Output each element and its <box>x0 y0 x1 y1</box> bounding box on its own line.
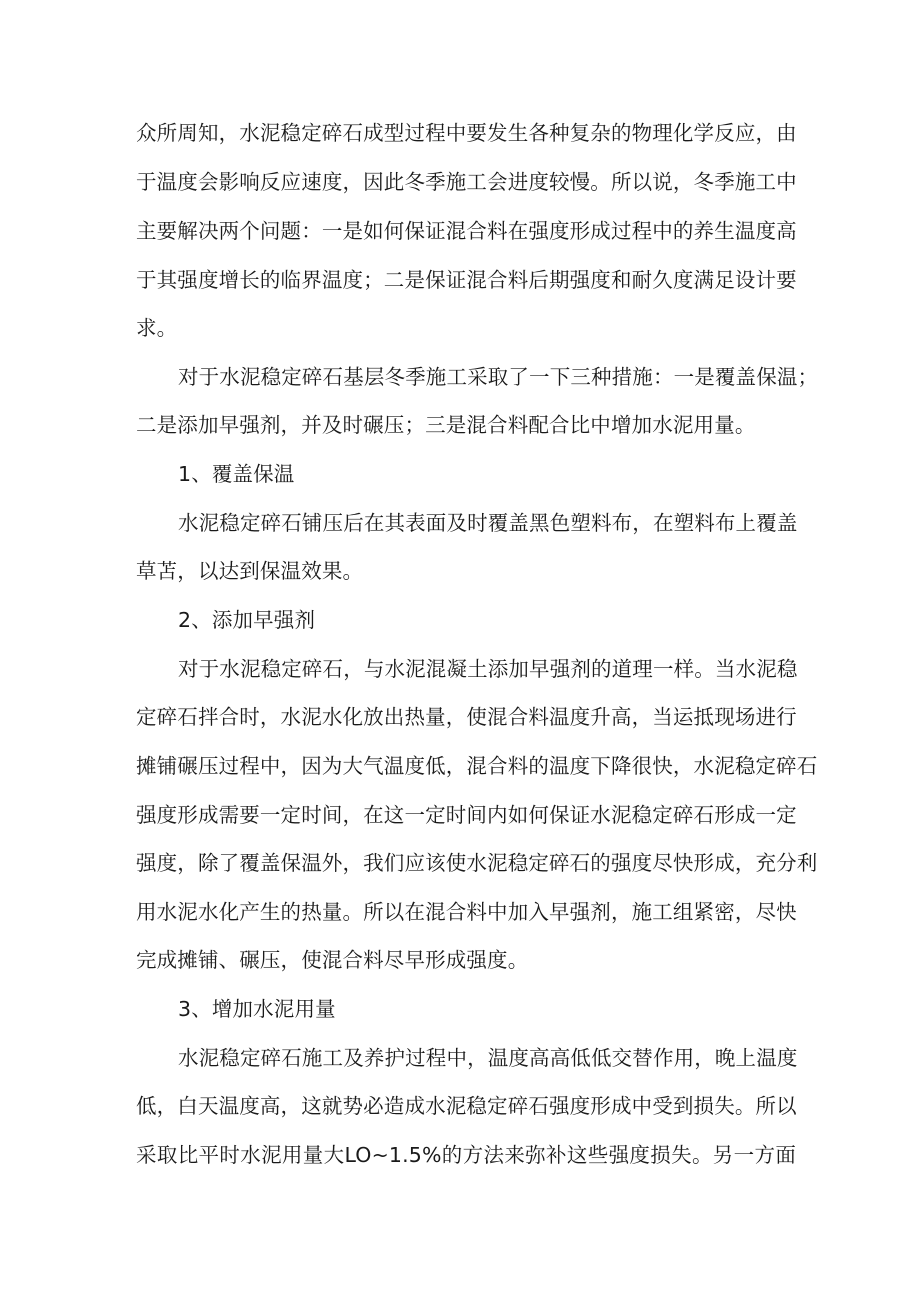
paragraph-intro-line-3: 主要解决两个问题：一是如何保证混合料在强度形成过程中的养生温度高 <box>136 219 797 243</box>
paragraph-intro-line-4: 于其强度增长的临界温度；二是保证混合料后期强度和耐久度满足设计要 <box>136 268 797 292</box>
paragraph-intro-line-2: 于温度会影响反应速度，因此冬季施工会进度较慢。所以说，冬季施工中 <box>136 170 797 194</box>
section-heading-cement-dosage: 3、增加水泥用量 <box>178 997 336 1021</box>
paragraph-early-strength-line-6: 用水泥水化产生的热量。所以在混合料中加入早强剂，施工组紧密，尽快 <box>136 900 797 924</box>
paragraph-cement-line-2: 低，白天温度高，这就势必造成水泥稳定碎石强度形成中受到损失。所以 <box>136 1094 797 1118</box>
paragraph-cement-line-1: 水泥稳定碎石施工及养护过程中，温度高高低低交替作用，晚上温度 <box>178 1046 798 1070</box>
paragraph-early-strength-line-4: 强度形成需要一定时间，在这一定时间内如何保证水泥稳定碎石形成一定 <box>136 803 797 827</box>
paragraph-early-strength-line-3: 摊铺碾压过程中，因为大气温度低，混合料的温度下降很快，水泥稳定碎石 <box>136 754 818 778</box>
paragraph-intro-line-1: 众所周知，水泥稳定碎石成型过程中要发生各种复杂的物理化学反应，由 <box>136 121 797 145</box>
paragraph-cement-line-3: 采取比平时水泥用量大LO~1.5%的方法来弥补这些强度损失。另一方面 <box>136 1143 796 1167</box>
paragraph-early-strength-line-5: 强度，除了覆盖保温外，我们应该使水泥稳定碎石的强度尽快形成，充分利 <box>136 851 818 875</box>
paragraph-cover-line-1: 水泥稳定碎石铺压后在其表面及时覆盖黑色塑料布，在塑料布上覆盖 <box>178 511 798 535</box>
paragraph-cover-line-2: 草苫，以达到保温效果。 <box>136 559 364 583</box>
paragraph-early-strength-line-7: 完成摊铺、碾压，使混合料尽早形成强度。 <box>136 948 529 972</box>
paragraph-early-strength-line-1: 对于水泥稳定碎石，与水泥混凝土添加早强剂的道理一样。当水泥稳 <box>178 657 798 681</box>
section-heading-early-strength: 2、添加早强剂 <box>178 608 316 632</box>
section-heading-cover-insulation: 1、覆盖保温 <box>178 462 295 486</box>
paragraph-early-strength-line-2: 定碎石拌合时，水泥水化放出热量，使混合料温度升高，当运抵现场进行 <box>136 705 797 729</box>
paragraph-measures-line-1: 对于水泥稳定碎石基层冬季施工采取了一下三种措施：一是覆盖保温； <box>178 365 819 389</box>
paragraph-intro-line-5: 求。 <box>136 316 178 340</box>
paragraph-measures-line-2: 二是添加早强剂，并及时碾压；三是混合料配合比中增加水泥用量。 <box>136 413 756 437</box>
